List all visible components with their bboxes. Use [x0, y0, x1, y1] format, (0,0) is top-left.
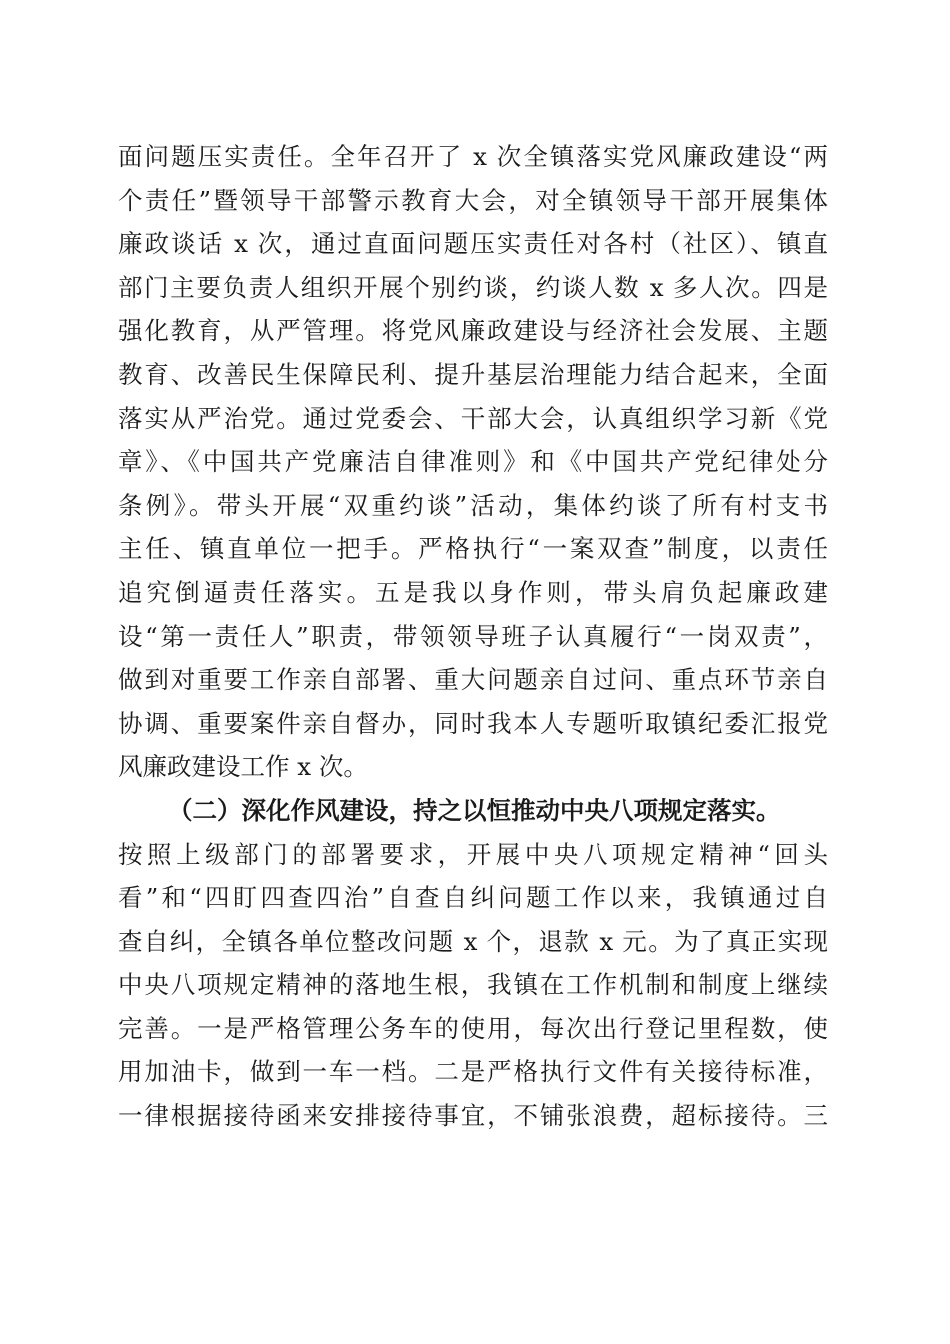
text-line: 个责任”暨领导干部警示教育大会，对全镇领导干部开展集体	[118, 185, 828, 215]
text-line: 主任、镇直单位一把手。严格执行“一案双查”制度，以责任	[118, 534, 828, 564]
text-line: 完善。一是严格管理公务车的使用，每次出行登记里程数，使	[118, 1013, 828, 1043]
text-line: 做到对重要工作亲自部署、重大问题亲自过问、重点环节亲自	[118, 665, 828, 695]
text-line: 廉政谈话 x 次，通过直面问题压实责任对各村（社区）、镇直	[118, 229, 828, 259]
text-line: 条例》。带头开展“双重约谈”活动，集体约谈了所有村支书	[118, 490, 828, 520]
text-line: 按照上级部门的部署要求，开展中央八项规定精神“回头	[118, 839, 828, 869]
text-line: 协调、重要案件亲自督办，同时我本人专题听取镇纪委汇报党	[118, 708, 828, 738]
text-line: 部门主要负责人组织开展个别约谈，约谈人数 x 多人次。四是	[118, 272, 828, 302]
text-line: 落实从严治党。通过党委会、干部大会，认真组织学习新《党	[118, 403, 828, 433]
section-heading: （二）深化作风建设，持之以恒推动中央八项规定落实。	[168, 795, 781, 825]
text-line: 强化教育，从严管理。将党风廉政建设与经济社会发展、主题	[118, 316, 828, 346]
text-line: 一律根据接待函来安排接待事宜，不铺张浪费，超标接待。三	[118, 1101, 828, 1131]
text-line: 看”和“四盯四查四治”自查自纠问题工作以来，我镇通过自	[118, 883, 828, 913]
document-body	[118, 135, 828, 1138]
text-line: 中央八项规定精神的落地生根，我镇在工作机制和制度上继续	[118, 970, 828, 1000]
text-line: 面问题压实责任。全年召开了 x 次全镇落实党风廉政建设“两	[118, 142, 828, 171]
text-line: 风廉政建设工作 x 次。	[118, 752, 368, 782]
text-line: 章》、《中国共产党廉洁自律准则》和《中国共产党纪律处分	[118, 447, 828, 477]
text-line: 追究倒逼责任落实。五是我以身作则，带头肩负起廉政建	[118, 577, 828, 607]
text-line: 查自纠，全镇各单位整改问题 x 个，退款 x 元。为了真正实现	[118, 926, 828, 956]
text-line: 用加油卡，做到一车一档。二是严格执行文件有关接待标准，	[118, 1057, 828, 1087]
text-line: 设“第一责任人”职责，带领领导班子认真履行“一岗双责”，	[118, 621, 828, 651]
text-line: 教育、改善民生保障民利、提升基层治理能力结合起来，全面	[118, 359, 828, 389]
